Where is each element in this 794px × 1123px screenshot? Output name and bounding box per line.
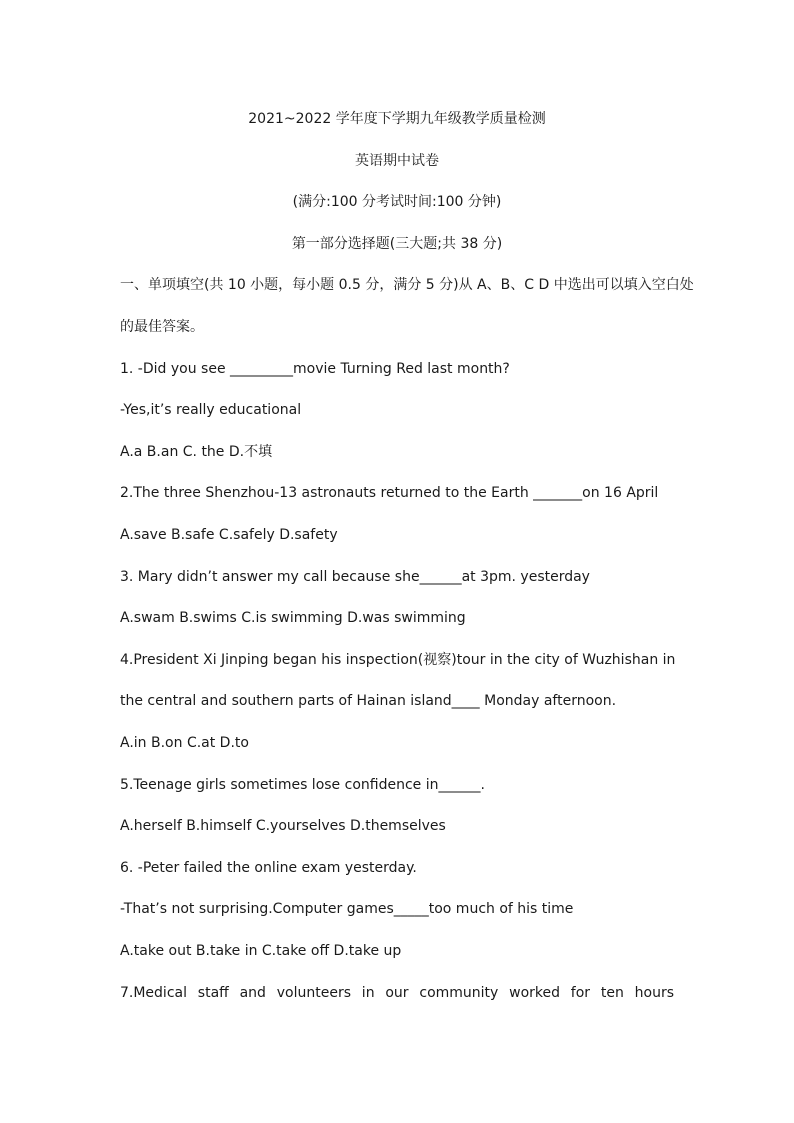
question-2-stem: 2.The three Shenzhou-13 astronauts returned to the Earth _______on 16 April — [120, 485, 659, 501]
question-3-stem: 3. Mary didn’t answer my call because she______at 3pm. yesterday — [120, 569, 590, 585]
question-4-stem: 4.President Xi Jinping began his inspection(视察)tour in the city of Wuzhishan in — [120, 652, 676, 668]
question-1-stem: 1. -Did you see _________movie Turning Red last month? — [120, 361, 510, 377]
question-6-stem: 6. -Peter failed the online exam yesterday. — [120, 860, 417, 876]
section-instruction-line1: 一、单项填空(共 10 小题，每小题 0.5 分，满分 5 分)从 A、B、C D 中选出可以填入空白处 — [120, 277, 694, 293]
question-1-options: A.a B.an C. the D.不填 — [120, 444, 273, 460]
question-6-options: A.take out B.take in C.take off D.take up — [120, 943, 402, 959]
question-4-stem-continued: the central and southern parts of Hainan island____ Monday afternoon. — [120, 693, 617, 709]
section-instruction-line2: 的最佳答案。 — [120, 319, 204, 335]
question-5-options: A.herself B.himself C.yourselves D.themselves — [120, 818, 446, 834]
exam-info: (满分:100 分考试时间:100 分钟) — [292, 194, 502, 210]
question-2-options: A.save B.safe C.safely D.safety — [120, 527, 338, 543]
question-1-reply: -Yes,it’s really educational — [120, 402, 302, 418]
question-3-options: A.swam B.swims C.is swimming D.was swimming — [120, 610, 466, 626]
question-6-reply: -That’s not surprising.Computer games_____too much of his time — [120, 901, 574, 917]
part-heading: 第一部分选择题(三大题;共 38 分) — [291, 236, 503, 252]
exam-title: 2021~2022 学年度下学期九年级教学质量检测 — [248, 111, 546, 127]
exam-subtitle: 英语期中试卷 — [355, 153, 439, 169]
question-7-stem: 7.Medical staff and volunteers in our community worked for ten hours — [120, 985, 674, 1001]
question-4-options: A.in B.on C.at D.to — [120, 735, 249, 751]
question-5-stem: 5.Teenage girls sometimes lose confidence in______. — [120, 777, 485, 793]
